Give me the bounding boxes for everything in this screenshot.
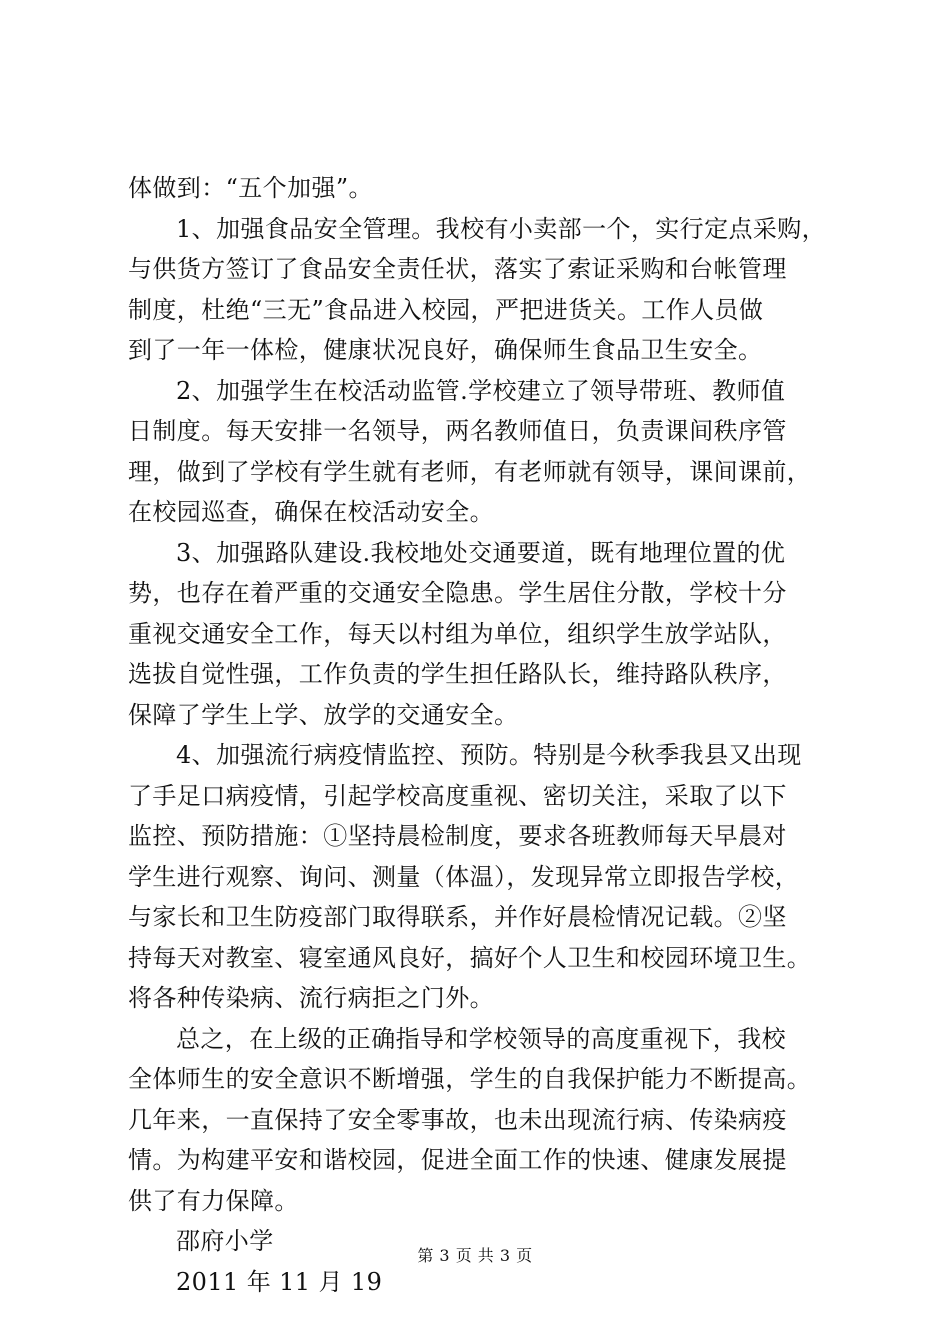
text-line: 体做到：“五个加强”。 (128, 174, 373, 202)
text-line: 势，也存在着严重的交通安全隐患。学生居住分散，学校十分 (128, 579, 787, 607)
text-line: 情。为构建平安和谐校园，促进全面工作的快速、健康发展提 (128, 1146, 787, 1174)
page-footer: 第 3 页 共 3 页 (417, 1246, 533, 1265)
text-line: 重视交通安全工作，每天以村组为单位，组织学生放学站队， (128, 619, 787, 648)
text-line: 理，做到了学校有学生就有老师，有老师就有领导，课间课前， (128, 457, 812, 486)
text-line: 3、加强路队建设.我校地处交通要道，既有地理位置的优 (176, 538, 786, 567)
text-line: 将各种传染病、流行病拒之门外。 (128, 984, 494, 1012)
document-body (128, 168, 848, 1302)
text-line: 到了一年一体检，健康状况良好，确保师生食品卫生安全。 (128, 336, 763, 364)
text-line: 制度，杜绝“三无”食品进入校园，严把进货关。工作人员做 (128, 295, 764, 324)
text-line: 邵府小学 (176, 1227, 274, 1255)
text-line: 监控、预防措施：①坚持晨检制度，要求各班教师每天早晨对 (128, 822, 787, 850)
text-line: 1、加强食品安全管理。我校有小卖部一个，实行定点采购， (176, 214, 827, 243)
text-line: 学生进行观察、询问、测量（体温），发现异常立即报告学校， (128, 862, 800, 891)
text-line: 2、加强学生在校活动监管.学校建立了领导带班、教师值 (176, 376, 786, 405)
text-line: 日制度。每天安排一名领导，两名教师值日，负责课间秩序管 (128, 417, 787, 445)
text-line: 供了有力保障。 (128, 1186, 299, 1215)
text-line: 保障了学生上学、放学的交通安全。 (128, 700, 519, 729)
text-line: 2011 年 11 月 19 (176, 1267, 383, 1296)
text-line: 在校园巡查，确保在校活动安全。 (128, 498, 494, 526)
text-line: 了手足口病疫情，引起学校高度重视、密切关注，采取了以下 (128, 781, 787, 810)
text-line: 4、加强流行病疫情监控、预防。特别是今秋季我县又出现 (176, 741, 802, 769)
text-line: 几年来，一直保持了安全零事故，也未出现流行病、传染病疫 (128, 1105, 787, 1134)
text-line: 全体师生的安全意识不断增强，学生的自我保护能力不断提高。 (128, 1065, 812, 1093)
text-line: 与家长和卫生防疫部门取得联系，并作好晨检情况记载。②坚 (128, 903, 787, 931)
text-line: 与供货方签订了食品安全责任状，落实了索证采购和台帐管理 (128, 255, 787, 283)
text-line: 总之，在上级的正确指导和学校领导的高度重视下，我校 (176, 1024, 786, 1053)
text-line: 选拔自觉性强，工作负责的学生担任路队长，维持路队秩序， (128, 660, 787, 688)
text-line: 持每天对教室、寝室通风良好，搞好个人卫生和校园环境卫生。 (128, 943, 812, 972)
